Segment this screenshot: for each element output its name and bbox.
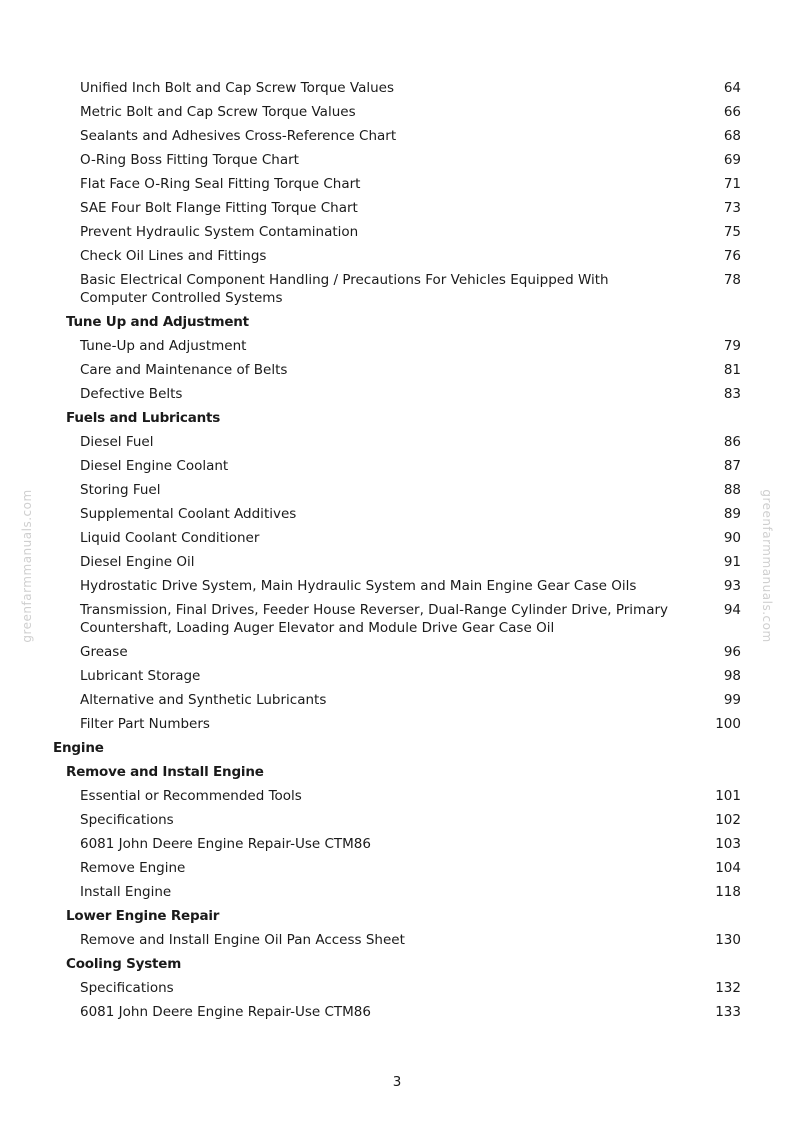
toc-section-heading	[0, 760, 794, 784]
toc-entry-page: 89	[723, 506, 741, 522]
toc-entry[interactable]	[0, 244, 794, 268]
toc-entry[interactable]	[0, 76, 794, 100]
toc-entry[interactable]	[0, 358, 794, 382]
toc-entry[interactable]	[0, 856, 794, 880]
toc-entry-page: 100	[715, 716, 741, 732]
toc-entry-page: 68	[723, 128, 741, 144]
toc-entry[interactable]	[0, 382, 794, 406]
toc-entry-title: Supplemental Coolant Additives	[80, 506, 297, 522]
toc-entry-page: 104	[715, 860, 741, 876]
toc-entry[interactable]	[0, 664, 794, 688]
toc-entry-page: 73	[723, 200, 741, 216]
toc-entry[interactable]	[0, 478, 794, 502]
toc-entry-page: 91	[723, 554, 741, 570]
toc-entry-title: Lubricant Storage	[80, 668, 201, 684]
toc-entry-page: 133	[715, 1004, 741, 1020]
toc-entry-page: 75	[723, 224, 741, 240]
toc-entry-page: 69	[723, 152, 741, 168]
toc-entry-page: 71	[723, 176, 741, 192]
toc-entry-title: Tune Up and Adjustment	[66, 314, 249, 330]
toc-entry[interactable]	[0, 928, 794, 952]
toc-entry-title: Remove and Install Engine Oil Pan Access Sheet	[80, 932, 405, 948]
toc-entry[interactable]	[0, 334, 794, 358]
toc-entry-page: 118	[715, 884, 741, 900]
toc-entry[interactable]	[0, 268, 794, 310]
toc-entry-page: 64	[723, 80, 741, 96]
toc-entry-title: Diesel Engine Oil	[80, 554, 195, 570]
toc-entry-title: SAE Four Bolt Flange Fitting Torque Chart	[80, 200, 358, 216]
toc-entry[interactable]	[0, 430, 794, 454]
toc-entry[interactable]	[0, 148, 794, 172]
toc-entry-page: 78	[723, 272, 741, 288]
toc-section-heading	[0, 952, 794, 976]
toc-entry-title: Cooling System	[66, 956, 182, 972]
toc-entry-title: 6081 John Deere Engine Repair-Use CTM86	[80, 1004, 371, 1020]
toc-entry-title: Filter Part Numbers	[80, 716, 210, 732]
toc-entry-page: 98	[723, 668, 741, 684]
toc-entry-title: Diesel Engine Coolant	[80, 458, 229, 474]
toc-entry[interactable]	[0, 526, 794, 550]
toc-entry-page: 102	[715, 812, 741, 828]
toc-entry[interactable]	[0, 550, 794, 574]
toc-entry-page: 94	[723, 602, 741, 618]
toc-entry-title: Prevent Hydraulic System Contamination	[80, 224, 359, 240]
toc-entry-title: Grease	[80, 644, 128, 660]
page-number: 3	[392, 1074, 402, 1090]
toc-entry-title: Liquid Coolant Conditioner	[80, 530, 260, 546]
toc-entry-page: 101	[715, 788, 741, 804]
toc-entry-page: 90	[723, 530, 741, 546]
toc-entry-title: Hydrostatic Drive System, Main Hydraulic System and Main Engine Gear Case Oils	[80, 578, 637, 594]
toc-entry-page: 88	[723, 482, 741, 498]
toc-entry-title: Essential or Recommended Tools	[80, 788, 302, 804]
toc-section-heading	[0, 310, 794, 334]
toc-entry-title: Check Oil Lines and Fittings	[80, 248, 267, 264]
toc-section-heading	[0, 406, 794, 430]
toc-entry[interactable]	[0, 976, 794, 1000]
toc-entry[interactable]	[0, 502, 794, 526]
toc-entry-title: Remove Engine	[80, 860, 186, 876]
toc-entry[interactable]	[0, 640, 794, 664]
toc-entry-title: Remove and Install Engine	[66, 764, 264, 780]
toc-entry-title: Transmission, Final Drives, Feeder House Reverser, Dual-Range Cylinder Drive, Primary Countershaft, Loading Auger Elevator and Module Drive Gear Case Oil	[80, 602, 669, 636]
toc-entry-page: 93	[723, 578, 741, 594]
toc-entry-title: Sealants and Adhesives Cross-Reference Chart	[80, 128, 397, 144]
toc-section-heading	[0, 904, 794, 928]
toc-entry-title: Specifications	[80, 812, 174, 828]
toc-entry[interactable]	[0, 196, 794, 220]
toc-entry-page: 130	[715, 932, 741, 948]
toc-entry-page: 83	[723, 386, 741, 402]
toc-entry-title: Unified Inch Bolt and Cap Screw Torque Values	[80, 80, 395, 96]
watermark-right: greenfarmmanuals.com	[760, 489, 774, 643]
watermark-left: greenfarmmanuals.com	[20, 489, 34, 643]
toc-entry-page: 87	[723, 458, 741, 474]
toc-entry[interactable]	[0, 808, 794, 832]
toc-entry-title: Install Engine	[80, 884, 172, 900]
toc-entry-title: 6081 John Deere Engine Repair-Use CTM86	[80, 836, 371, 852]
toc-entry-title: Diesel Fuel	[80, 434, 154, 450]
toc-entry-title: Fuels and Lubricants	[66, 410, 221, 426]
toc-entry-title: Defective Belts	[80, 386, 183, 402]
toc-entry-title: Care and Maintenance of Belts	[80, 362, 288, 378]
toc-entry-title: Tune-Up and Adjustment	[80, 338, 247, 354]
toc-entry-title: O-Ring Boss Fitting Torque Chart	[80, 152, 299, 168]
toc-entry[interactable]	[0, 880, 794, 904]
toc-entry[interactable]	[0, 688, 794, 712]
toc-entry[interactable]	[0, 784, 794, 808]
toc-entry-title: Metric Bolt and Cap Screw Torque Values	[80, 104, 356, 120]
toc-entry[interactable]	[0, 1000, 794, 1024]
toc-entry-page: 132	[715, 980, 741, 996]
toc-entry-page: 79	[723, 338, 741, 354]
toc-entry-page: 76	[723, 248, 741, 264]
toc-entry-title: Lower Engine Repair	[66, 908, 220, 924]
toc-entry[interactable]	[0, 454, 794, 478]
toc-entry-title: Basic Electrical Component Handling / Precautions For Vehicles Equipped With Computer Controlled Systems	[80, 272, 609, 306]
toc-entry-title: Storing Fuel	[80, 482, 161, 498]
toc-entry-page: 99	[723, 692, 741, 708]
toc-entry[interactable]	[0, 220, 794, 244]
toc-entry-page: 86	[723, 434, 741, 450]
toc-entry[interactable]	[0, 172, 794, 196]
toc-entry-title: Engine	[53, 740, 104, 756]
table-of-contents	[0, 76, 794, 1024]
toc-entry-page: 103	[715, 836, 741, 852]
toc-entry-page: 66	[723, 104, 741, 120]
toc-entry-page: 96	[723, 644, 741, 660]
toc-entry[interactable]	[0, 574, 794, 598]
toc-entry[interactable]	[0, 832, 794, 856]
toc-entry-title: Alternative and Synthetic Lubricants	[80, 692, 327, 708]
toc-entry-title: Specifications	[80, 980, 174, 996]
toc-entry-title: Flat Face O-Ring Seal Fitting Torque Chart	[80, 176, 361, 192]
toc-entry-page: 81	[723, 362, 741, 378]
toc-entry[interactable]	[0, 712, 794, 736]
toc-section-heading	[0, 736, 794, 760]
toc-entry[interactable]	[0, 124, 794, 148]
toc-entry[interactable]	[0, 100, 794, 124]
toc-entry[interactable]	[0, 598, 794, 640]
